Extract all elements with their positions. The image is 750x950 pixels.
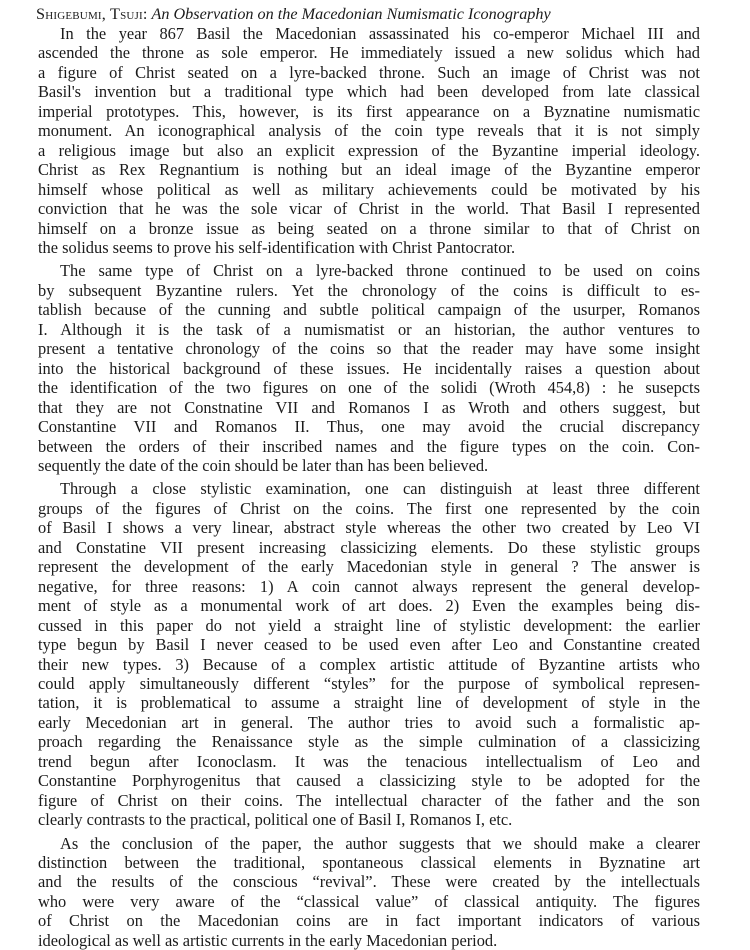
text-line: a figure of Christ seated on a lyre-backed throne. Such an image of Christ was not [38, 62, 700, 82]
author-name: Shigebumi, Tsuji [36, 5, 143, 23]
text-line: into the historical background of these issues. He incidentally raises a question about [38, 358, 700, 378]
text-line: As the conclusion of the paper, the author suggests that we should make a clearer [60, 833, 700, 853]
text-line: that they are not Constnatine VII and Romanos I as Wroth and others suggest, but [38, 397, 700, 417]
abstract-body [38, 24, 700, 950]
text-line: Christ as Rex Regnantium is nothing but an ideal image of the Byzantine emperor [38, 160, 700, 180]
article-header [36, 4, 700, 24]
text-line: imperial prototypes. This, however, is its first appearance on a Byznatine numismatic [38, 101, 700, 121]
text-line: distinction between the traditional, spontaneous classical elements in Byznatine art [38, 853, 700, 873]
text-line: sequently the date of the coin should be later than has been believed. [38, 455, 489, 475]
text-line: ment of style as a monumental work of art does. 2) Even the examples being dis- [38, 596, 700, 616]
text-line: tablish because of the cunning and subtle political campaign of the usurper, Romanos [38, 300, 700, 320]
text-line: figure of Christ on their coins. The intellectual character of the father and the son [38, 790, 700, 810]
text-line: present a tentative chronology of the coins so that the reader may have some insight [38, 339, 700, 359]
text-line: tation, it is problematical to assume a straight line of development of style in the [38, 693, 700, 713]
text-line: trend begun after Iconoclasm. It was the tenacious intellectualism of Leo and [38, 751, 700, 771]
text-line: I. Although it is the task of a numismatist or an historian, the author ventures to [38, 319, 700, 339]
text-line: by subsequent Byzantine rulers. Yet the chronology of the coins is difficult to es- [38, 280, 700, 300]
text-line: a religious image but also an explicit expression of the Byzantine imperial ideology. [38, 140, 700, 160]
text-line: Constantine Porphyrogenitus that caused a classicizing style to be adopted for the [38, 771, 700, 791]
header-separator: : [142, 5, 152, 23]
text-line: ideological as well as artistic currents in the early Macedonian period. [38, 930, 498, 950]
text-line: could apply simultaneously different “styles” for the purpose of symbolical represen- [38, 673, 700, 693]
text-line: groups of the figures of Christ on the coins. The first one represented by the coin [38, 498, 700, 518]
text-line: early Mecedonian art in general. The author tries to avoid such a formalistic ap- [38, 712, 700, 732]
text-line: the identification of the two figures on one of the solidi (Wroth 454,8) : he susepcts [38, 378, 700, 398]
text-line: of Basil I shows a very linear, abstract style whereas the other two created by Leo VI [38, 518, 700, 538]
text-line: Basil's invention but a traditional type which had been developed from late classical [38, 82, 700, 102]
text-line: and Constatine VII present increasing classicizing elements. Do these stylistic groups [38, 537, 700, 557]
text-line: proach regarding the Renaissance style as the simple culmination of a classicizing [38, 732, 700, 752]
page [38, 4, 700, 950]
text-line: himself on a bronze issue as being seated on a throne similar to that of Christ on [38, 218, 700, 238]
paragraph [38, 834, 700, 950]
text-line: The same type of Christ on a lyre-backed throne continued to be used on coins [60, 261, 700, 281]
text-line: type begun by Basil I never ceased to be used even after Leo and Constantine created [38, 635, 700, 655]
text-line: the solidus seems to prove his self-identification with Christ Pantocrator. [38, 237, 516, 257]
article-title: An Observation on the Macedonian Numismatic Iconography [151, 5, 551, 23]
paragraph [38, 24, 700, 257]
paragraph [38, 261, 700, 475]
text-line: conviction that he was the sole vicar of Christ in the world. That Basil I represented [38, 199, 700, 219]
text-line: In the year 867 Basil the Macedonian assassinated his co-emperor Michael III and [60, 24, 700, 43]
text-line: monument. An iconographical analysis of the coin type reveals that it is not simply [38, 121, 700, 141]
text-line: their new types. 3) Because of a complex artistic attitude of Byzantine artists who [38, 654, 700, 674]
text-line: represent the development of the early Macedonian style in general ? The answer is [38, 557, 700, 577]
text-line: clearly contrasts to the practical, political one of Basil I, Romanos I, etc. [38, 810, 513, 830]
text-line: ascended the throne as sole emperor. He immediately issued a new solidus which had [38, 43, 700, 63]
text-line: cussed in this paper do not yield a straight line of stylistic development: the earlier [38, 615, 700, 635]
text-line: who were very aware of the “classical value” of classical antiquity. The figures [38, 891, 700, 911]
text-line: Through a close stylistic examination, one can distinguish at least three different [60, 479, 700, 499]
text-line: negative, for three reasons: 1) A coin cannot always represent the general develop- [38, 576, 700, 596]
text-line: of Christ on the Macedonian coins are in fact important indicators of various [38, 911, 700, 931]
text-line: and the results of the conscious “revival”. These were created by the intellectuals [38, 872, 700, 892]
text-line: Constantine VII and Romanos II. Thus, one may avoid the crucial discrepancy [38, 417, 700, 437]
text-line: himself whose political as well as military achievements could be motivated by his [38, 179, 700, 199]
paragraph [38, 479, 700, 829]
text-line: between the orders of their inscribed names and the figure types on the coin. Con- [38, 436, 700, 456]
